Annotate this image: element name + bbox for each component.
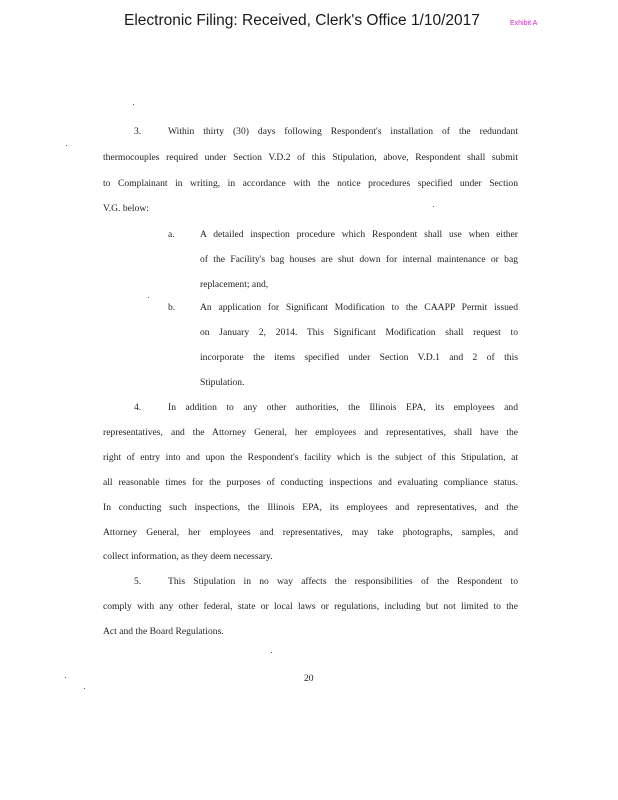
item-b-line: An application for Significant Modification to the CAAPP Permit issued <box>200 302 518 313</box>
item-a-line: replacement; and, <box>200 279 269 290</box>
item-b-line: incorporate the items specified under Section V.D.1 and 2 of this <box>200 352 518 363</box>
item-a-letter: a. <box>168 229 175 240</box>
scan-speck <box>133 104 134 105</box>
item-a-line: of the Facility's bag houses are shut down for internal maintenance or bag <box>200 254 518 265</box>
paragraph-5-line: This Stipulation in no way affects the responsibilities of the Respondent to <box>168 576 518 587</box>
paragraph-5-number: 5. <box>134 576 142 587</box>
paragraph-4-line: collect information, as they deem necessary. <box>103 551 273 562</box>
scan-speck <box>433 206 434 207</box>
item-b-line: Stipulation. <box>200 377 245 388</box>
paragraph-4-line: Attorney General, her employees and representatives, may take photographs, samples, and <box>103 527 518 538</box>
scan-speck <box>271 652 272 653</box>
paragraph-3-line: to Complainant in writing, in accordance with the notice procedures specified under Section <box>103 178 518 189</box>
paragraph-4-line: In conducting such inspections, the Illinois EPA, its employees and representatives, and the <box>103 502 518 513</box>
scan-speck <box>84 688 85 689</box>
paragraph-4-line: In addition to any other authorities, the Illinois EPA, its employees and <box>168 402 518 413</box>
paragraph-4-line: right of entry into and upon the Respondent's facility which is the subject of this Stipulation, at <box>103 452 518 463</box>
paragraph-5-line: comply with any other federal, state or local laws or regulations, including but not limited to the <box>103 601 518 612</box>
exhibit-label: Exhibit A <box>510 20 538 27</box>
paragraph-4-number: 4. <box>134 402 142 413</box>
item-a-line: A detailed inspection procedure which Respondent shall use when either <box>200 229 518 240</box>
paragraph-5-line: Act and the Board Regulations. <box>103 626 224 637</box>
scan-speck <box>65 677 66 678</box>
paragraph-4-line: all reasonable times for the purposes of conducting inspections and evaluating compliance status. <box>103 477 518 488</box>
paragraph-3-line: thermocouples required under Section V.D.2 of this Stipulation, above, Respondent shall submit <box>103 152 518 163</box>
filing-stamp-header: Electronic Filing: Received, Clerk's Office 1/10/2017 <box>124 12 480 29</box>
paragraph-4-line: representatives, and the Attorney General, her employees and representatives, shall have the <box>103 427 518 438</box>
scan-speck <box>66 145 67 146</box>
page-number: 20 <box>304 673 314 684</box>
paragraph-3-number: 3. <box>134 126 142 137</box>
paragraph-3-line: Within thirty (30) days following Respondent's installation of the redundant <box>168 126 518 137</box>
item-b-line: on January 2, 2014. This Significant Modification shall request to <box>200 327 518 338</box>
scan-speck <box>148 297 149 298</box>
paragraph-3-line: V.G. below: <box>103 203 149 214</box>
item-b-letter: b. <box>168 302 176 313</box>
